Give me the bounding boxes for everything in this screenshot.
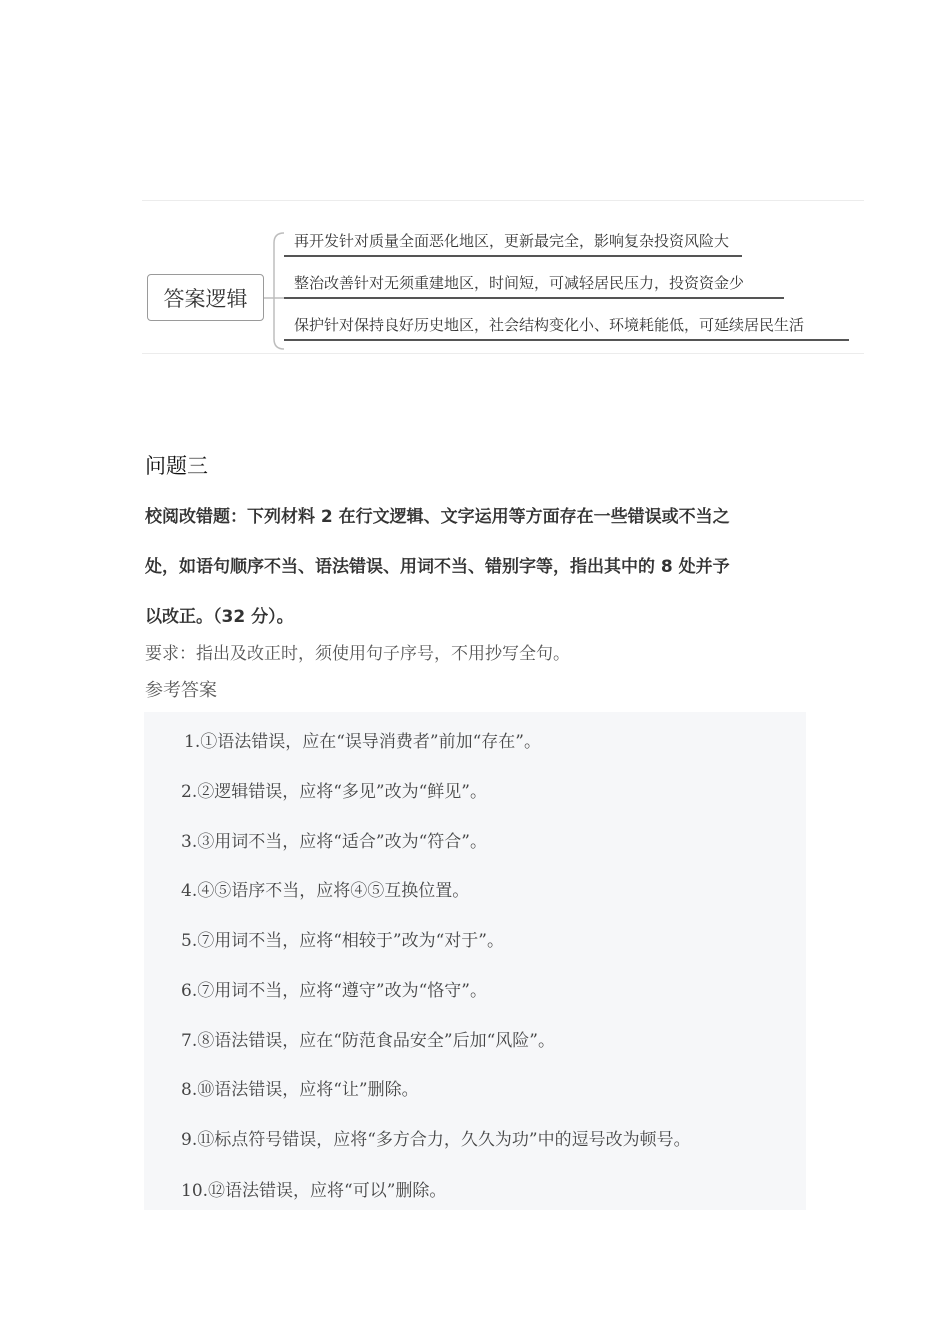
question-text-line: 处，如语句顺序不当、语法错误、用词不当、错别字等，指出其中的 8 处并予	[145, 557, 730, 577]
answer-item: 3.③用词不当，应将“适合”改为“符合”。	[181, 832, 487, 852]
mind-map-figure	[142, 200, 864, 354]
question-text-line: 校阅改错题：下列材料 2 在行文逻辑、文字运用等方面存在一些错误或不当之	[145, 507, 730, 527]
mind-map-branch: 再开发针对质量全面恶化地区，更新最完全，影响复杂投资风险大	[294, 232, 730, 250]
answer-item: 5.⑦用词不当，应将“相较于”改为“对于”。	[181, 931, 504, 951]
reference-answer-label: 参考答案	[145, 680, 217, 701]
mind-map-branch: 整治改善针对无须重建地区，时间短，可减轻居民压力，投资资金少	[294, 274, 745, 292]
question-text-line: 以改正。（32 分）。	[145, 607, 294, 627]
mind-map-root: 答案逻辑	[147, 274, 264, 321]
answer-item: 1.①语法错误，应在“误导消费者”前加“存在”。	[184, 732, 541, 752]
answer-item: 8.⑩语法错误，应将“让”删除。	[181, 1080, 419, 1100]
section-heading: 问题三	[145, 454, 208, 478]
answer-item: 2.②逻辑错误，应将“多见”改为“鲜见”。	[181, 782, 487, 802]
answer-item: 7.⑧语法错误，应在“防范食品安全”后加“风险”。	[181, 1031, 555, 1051]
answer-item: 10.⑫语法错误，应将“可以”删除。	[181, 1181, 447, 1201]
requirement-text: 要求：指出及改正时，须使用句子序号，不用抄写全句。	[145, 644, 570, 664]
answer-item: 9.⑪标点符号错误，应将“多方合力，久久为功”中的逗号改为顿号。	[181, 1130, 691, 1150]
answer-item: 4.④⑤语序不当，应将④⑤互换位置。	[181, 881, 470, 901]
answer-item: 6.⑦用词不当，应将“遵守”改为“恪守”。	[181, 981, 487, 1001]
mind-map-branch: 保护针对保持良好历史地区，社会结构变化小、环境耗能低，可延续居民生活	[294, 316, 805, 334]
